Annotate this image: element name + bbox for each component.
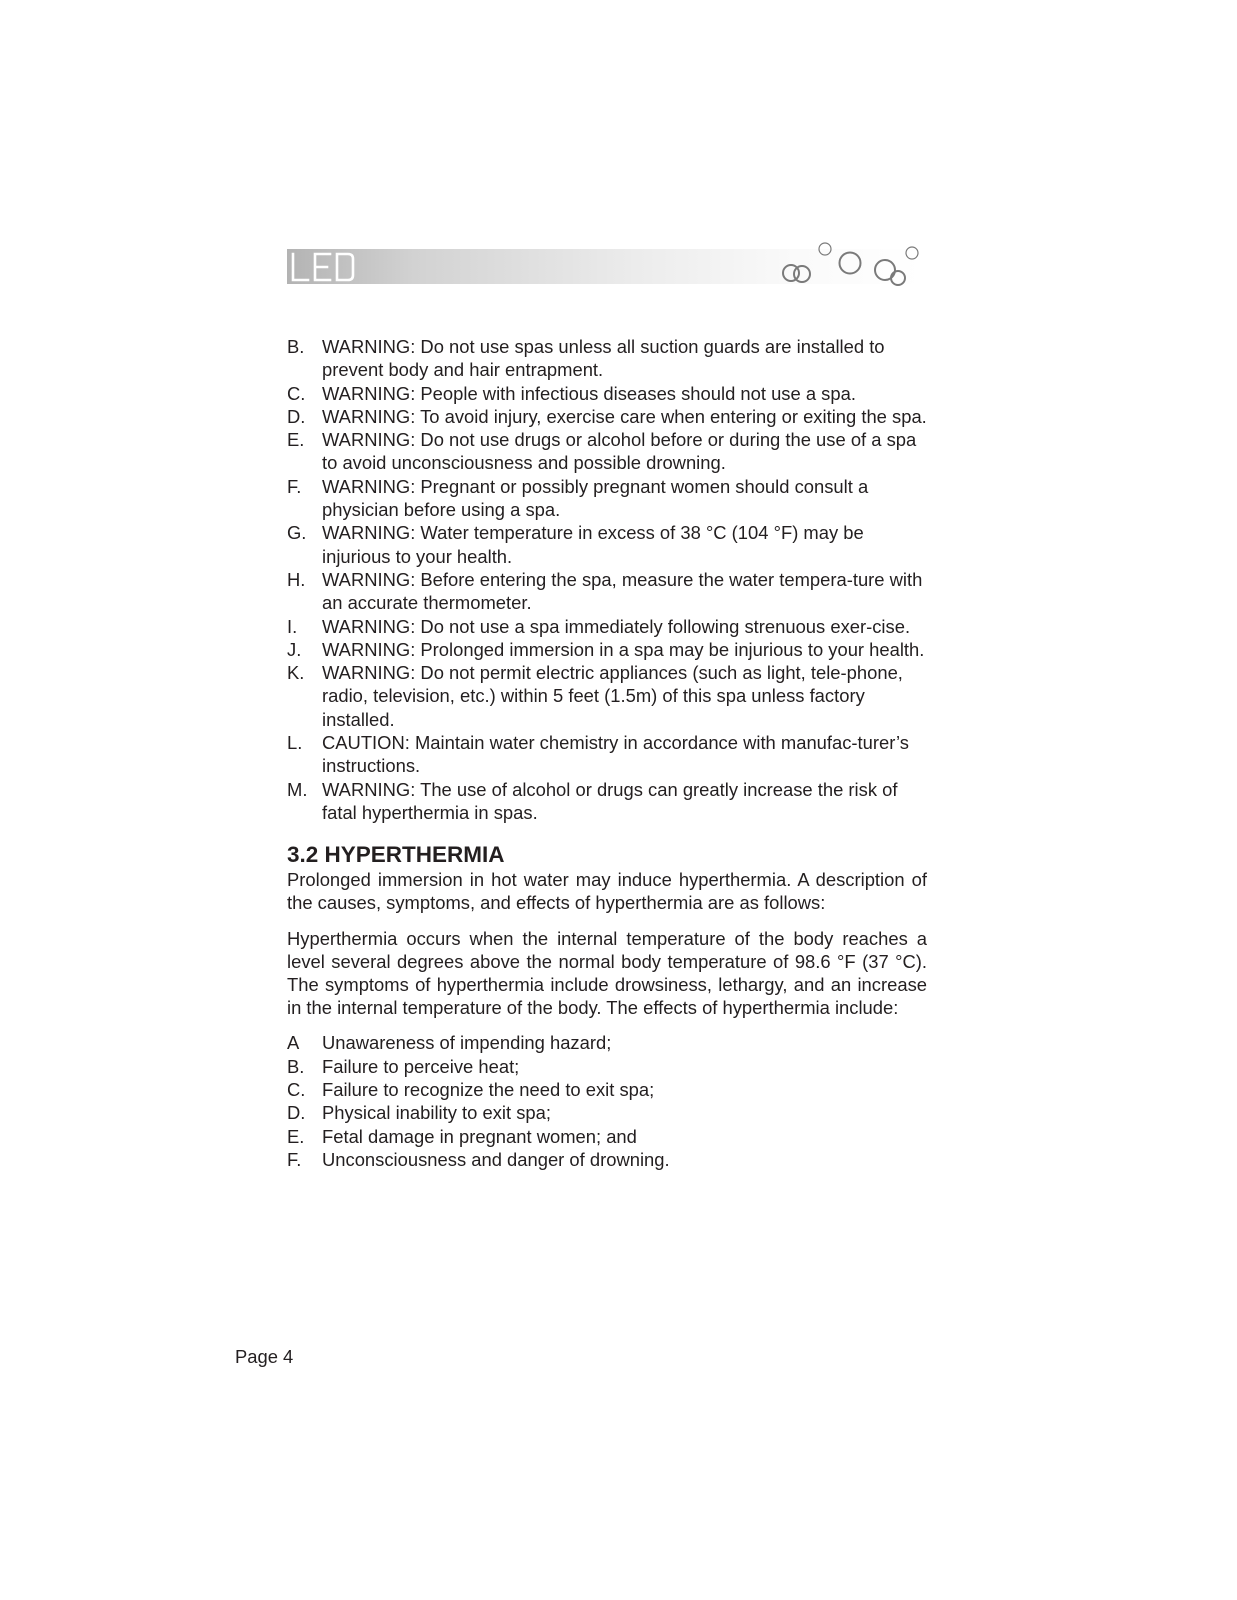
list-item <box>287 1031 927 1054</box>
item-letter: D. <box>287 405 306 427</box>
list-item <box>287 1101 927 1124</box>
page-content <box>287 335 927 1171</box>
list-item <box>287 428 927 475</box>
list-item <box>287 382 927 405</box>
list-item <box>287 638 927 661</box>
item-text: WARNING: Do not permit electric appliances (such as light, tele-phone, radio, television, etc.) within 5 feet (1.5m) of this spa unless factory installed. <box>322 662 903 730</box>
item-text: CAUTION: Maintain water chemistry in accordance with manufac-turer’s instructions. <box>322 732 910 777</box>
item-text: Unconsciousness and danger of drowning. <box>322 1148 670 1170</box>
item-text: Failure to recognize the need to exit spa; <box>322 1079 655 1101</box>
item-text: WARNING: Prolonged immersion in a spa may be injurious to your health. <box>322 638 925 660</box>
item-text: WARNING: Do not use drugs or alcohol before or during the use of a spa to avoid unconsciousness and possible drowning. <box>322 429 917 474</box>
item-letter: E. <box>287 429 305 451</box>
item-letter: K. <box>287 662 305 684</box>
list-item <box>287 568 927 615</box>
item-text: WARNING: Do not use spas unless all suction guards are installed to prevent body and hair entrapment. <box>322 336 885 381</box>
section-title: 3.2 HYPERTHERMIA <box>287 842 505 868</box>
item-letter: M. <box>287 778 308 800</box>
item-text: Unawareness of impending hazard; <box>322 1032 612 1054</box>
list-item <box>287 521 927 568</box>
item-text: WARNING: Pregnant or possibly pregnant women should consult a physician before using a spa. <box>322 475 869 521</box>
item-text: WARNING: The use of alcohol or drugs can greatly increase the risk of fatal hyperthermia in spas. <box>322 778 898 823</box>
item-letter: F. <box>287 1148 302 1170</box>
item-letter: D. <box>287 1102 306 1124</box>
item-text: WARNING: Water temperature in excess of 38 °C (104 °F) may be injurious to your health. <box>322 522 864 567</box>
item-letter: E. <box>287 1125 305 1147</box>
item-text: Failure to perceive heat; <box>322 1055 520 1077</box>
item-text: WARNING: Before entering the spa, measure the water tempera-ture with an accurate thermometer. <box>322 568 923 614</box>
list-item <box>287 335 927 382</box>
item-letter: C. <box>287 382 306 404</box>
item-letter: L. <box>287 732 303 754</box>
item-letter: C. <box>287 1079 306 1101</box>
item-letter: I. <box>287 615 298 637</box>
bubbles-ornament <box>770 240 930 288</box>
list-item <box>287 1055 927 1078</box>
item-text: Fetal damage in pregnant women; and <box>322 1125 637 1147</box>
effects-list <box>287 1031 927 1171</box>
list-item <box>287 731 927 778</box>
intro-paragraph: Prolonged immersion in hot water may induce hyperthermia. A description of the causes, symptoms, and effects of hyperthermia are as follows: <box>287 869 927 914</box>
list-item <box>287 1148 927 1171</box>
list-item <box>287 778 927 825</box>
item-letter: B. <box>287 1055 305 1077</box>
item-letter: F. <box>287 475 302 497</box>
page-number: Page 4 <box>235 1346 294 1367</box>
item-text: WARNING: People with infectious diseases should not use a spa. <box>322 382 856 404</box>
item-letter: B. <box>287 336 305 357</box>
warnings-list <box>287 335 927 824</box>
item-letter: H. <box>287 568 306 590</box>
list-item <box>287 405 927 428</box>
item-letter: A <box>287 1032 300 1054</box>
led-logo <box>289 251 357 283</box>
item-letter: G. <box>287 522 307 544</box>
list-item <box>287 1078 927 1101</box>
item-letter: J. <box>287 638 302 660</box>
item-text: WARNING: To avoid injury, exercise care when entering or exiting the spa. <box>322 405 927 427</box>
list-item <box>287 661 927 731</box>
list-item <box>287 615 927 638</box>
body-paragraph: Hyperthermia occurs when the internal temperature of the body reaches a level several degrees above the normal body temperature of 98.6 °F (37 °C). The symptoms of hyperthermia include drowsiness, lethargy, and an increase in the internal temperature of the body. The effects of hyperthermia include: <box>287 927 927 1019</box>
list-item <box>287 475 927 522</box>
list-item <box>287 1125 927 1148</box>
item-text: WARNING: Do not use a spa immediately following strenuous exer-cise. <box>322 615 911 637</box>
item-text: Physical inability to exit spa; <box>322 1102 551 1124</box>
